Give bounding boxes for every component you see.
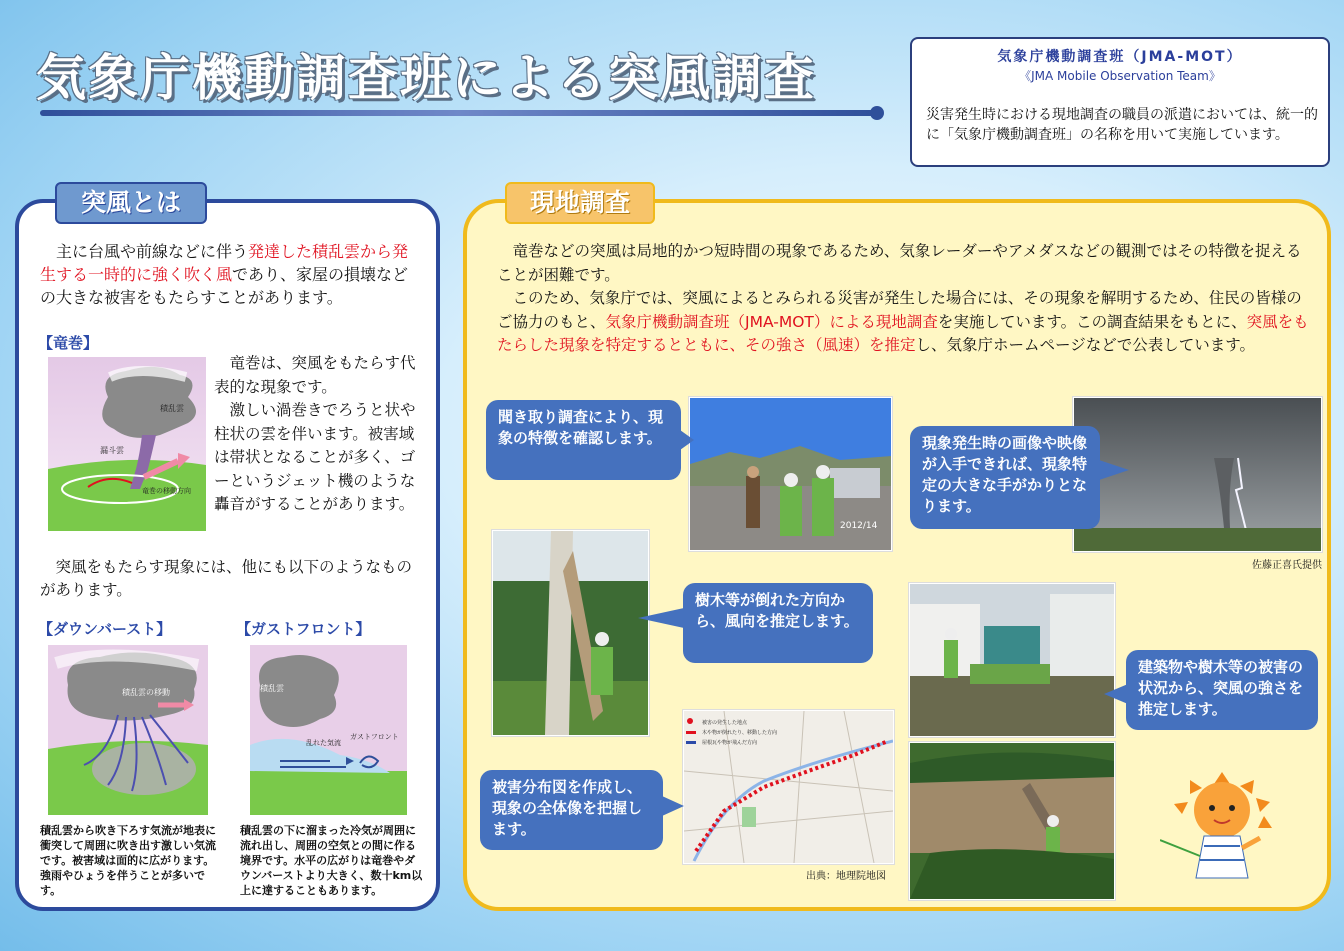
bubble-tail	[1099, 460, 1129, 480]
building-damage-photo-svg	[910, 584, 1114, 736]
other-phenomena-intro	[40, 556, 422, 602]
bubble-interview: 聞き取り調査により、現象の特徴を確認します。	[486, 400, 681, 480]
fallen-tree-photo	[492, 530, 649, 736]
bubble-images: 現象発生時の画像や映像が入手できれば、現象特定の大きな手がかりとなります。	[910, 426, 1100, 529]
tornado-text-1	[214, 352, 418, 399]
section-tab-what-is-gust: 突風とは	[55, 182, 207, 224]
bubble-tail	[638, 608, 684, 628]
downburst-diagram	[48, 645, 208, 815]
gust-definition	[40, 240, 422, 309]
page-title: 気象庁機動調査班による突風調査	[36, 49, 816, 107]
downburst-caption: 積乱雲から吹き下ろす気流が地表に衝突して周囲に吹き出す激しい気流です。被害域は面的に広がります。強雨やひょうを伴うことが多いです。	[40, 824, 216, 897]
tornado-text-1-body: 竜巻は、突風をもたらす代表的な現象です。	[214, 354, 416, 396]
fig-label-cloud-move: 積乱雲の移動	[122, 688, 170, 697]
bubble-damage: 建築物や樹木等の被害の状況から、突風の強さを推定します。	[1126, 650, 1318, 730]
interview-photo-svg	[690, 398, 891, 550]
damage-distribution-map	[683, 710, 894, 864]
para2-mid: を実施しています。この調査結果をもとに、	[937, 312, 1247, 331]
survey-paragraph-1	[497, 240, 1309, 287]
para2-post: し、気象庁ホームページなどで公表しています。	[915, 336, 1255, 354]
downburst-diagram-svg	[48, 645, 208, 815]
bubble-tail	[680, 430, 694, 450]
title-underline	[40, 110, 878, 116]
damage-map-svg	[684, 711, 893, 863]
fig-label-cloud: 積乱雲	[260, 684, 284, 693]
map-legend-damage: 被害の発生した地点	[702, 720, 748, 726]
gustfront-heading: 【ガストフロント】	[236, 620, 371, 638]
gustfront-diagram	[250, 645, 407, 815]
field-survey-description	[497, 240, 1309, 358]
bubble-tail	[662, 796, 684, 816]
fallen-tree-photo-svg	[493, 531, 648, 735]
team-description: 災害発生時における現地調査の職員の派遣においては、統一的に「気象庁機動調査班」の名称を用いて実施しています。	[926, 107, 1318, 143]
para2-pre: このため、気象庁では、突風によるとみられる災害が発生した場合には、その現象を解明するため、住民の皆様のご協力のもと、	[497, 289, 1302, 331]
mascot-svg	[1160, 770, 1300, 890]
para2-highlight-1: 気象庁機動調査班（JMA-MOT）による現地調査	[605, 312, 938, 331]
downburst-heading: 【ダウンバースト】	[38, 620, 172, 638]
mascot-character	[1160, 770, 1300, 890]
bubble-map: 被害分布図を作成し、現象の全体像を把握します。	[480, 770, 663, 850]
tornado-text-2-body: 激しい渦巻きでろうと状や柱状の雲を伴います。被害域は帯状となることが多く、ゴーというジェット機のような轟音がすることがあります。	[214, 401, 416, 513]
tornado-text-2	[214, 399, 418, 517]
bubble-trees: 樹木等が倒れた方向から、風向を推定します。	[683, 583, 873, 663]
fig-label-turbulence: 乱れた気流	[306, 739, 341, 747]
gustfront-caption: 積乱雲の下に溜まった冷気が周囲に流れ出し、周囲の空気との間に作る境界です。水平の広がりは竜巻やダウンバーストより大きく、数十km以上に達することもあります。	[240, 824, 423, 897]
para2-highlight-2: 突風をもたらした現象を特定するとともに、その強さ（風速）を推定	[497, 312, 1309, 354]
tornado-diagram	[48, 357, 206, 531]
photo-date: 2012/14	[840, 521, 878, 531]
tornado-description	[214, 352, 418, 517]
survey-paragraph-2	[497, 287, 1309, 358]
gustfront-diagram-svg	[250, 645, 407, 815]
team-name-en: 《JMA Mobile Observation Team》	[1019, 69, 1221, 83]
intro-post: であり、家屋の損壊などの大きな被害をもたらすことがあります。	[40, 265, 409, 307]
building-damage-photo	[909, 583, 1115, 737]
other-phenomena-text: 突風をもたらす現象には、他にも以下のようなものがあります。	[40, 558, 413, 599]
field-damage-photo-svg	[910, 743, 1114, 899]
title-underline-end	[870, 106, 884, 120]
survey-paragraph-1-body: 竜巻などの突風は局地的かつ短時間の現象であるため、気象レーダーやアメダスなどの観測ではその特徴を捉えることが困難です。	[497, 242, 1302, 284]
bubble-tail	[1104, 684, 1128, 704]
fig-label-cloud: 積乱雲	[160, 404, 184, 413]
map-legend-fallen: 木や物が倒れたり、移動した方向	[702, 730, 778, 736]
field-damage-photo	[909, 742, 1115, 900]
team-name: 気象庁機動調査班（JMA-MOT）	[997, 49, 1243, 65]
fig-label-funnel: 漏斗雲	[100, 446, 124, 455]
photo-credit: 佐藤正喜氏提供	[1252, 560, 1322, 571]
jma-mot-info-box	[910, 37, 1330, 167]
intro-highlight: 発達した積乱雲から発生する一時的に強く吹く風	[40, 242, 409, 284]
interview-photo	[689, 397, 892, 551]
fig-label-gustfront: ガストフロント	[350, 733, 399, 741]
section-tab-field-survey: 現地調査	[505, 182, 655, 224]
intro-pre: 主に台風や前線などに伴う	[56, 242, 249, 261]
map-source: 出典：地理院地図	[806, 871, 886, 882]
tornado-diagram-svg	[48, 357, 206, 531]
fig-label-direction: 竜巻の移動方向	[142, 487, 191, 495]
map-legend-flying: 屋根瓦や物が飛んだ方向	[702, 740, 758, 746]
tornado-heading: 【竜巻】	[38, 334, 99, 352]
